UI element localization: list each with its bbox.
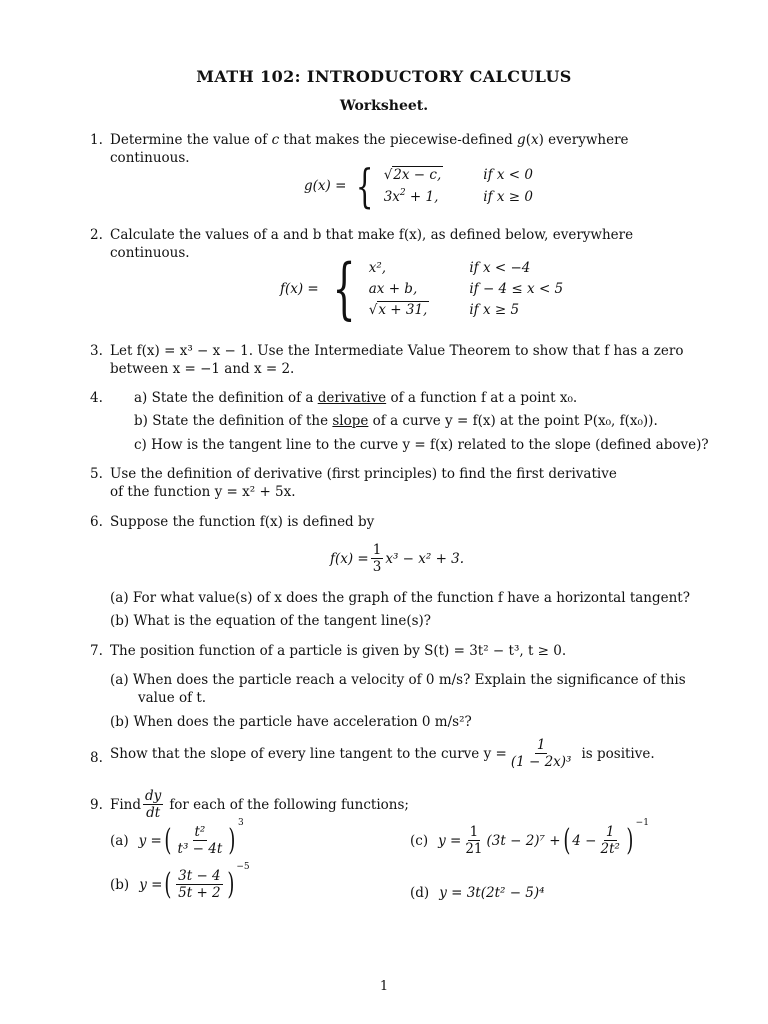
problem-9a: (a) y = ( $\frac{\text{t²}}{\text{t³ − 4t}}$ ) $^3$ (110, 818, 244, 858)
problem-text-line2: between x = −1 and x = 2. (110, 361, 295, 378)
problem-5 (90, 465, 700, 505)
worksheet-subtitle: Worksheet. (339, 98, 429, 114)
problem-number: 5. (90, 466, 103, 482)
problem-text-line1: Use the definition of derivative (first principles) to find the first derivative (110, 466, 617, 482)
problem-number: 3. (90, 343, 103, 359)
page-number: 1 (379, 979, 389, 994)
subpart-a: (a) For what value(s) of x does the graph of the function f have a horizontal tangent? (110, 590, 690, 606)
piecewise-f: f(x) = { x², if x < −4 ax + b, if − 4 ≤ x < 5 √x + 31, if x ≥ 5 (280, 250, 564, 327)
problem-text: Determine the value of c that makes the piecewise-defined g(x) everywhere continuous. (110, 132, 629, 167)
problem-text-line1: Let f(x) = x³ − x − 1. Use the Intermediate Value Theorem to show that f has a zero (110, 343, 684, 359)
piecewise-g: g(x) = { √2x − c, if x < 0 $3x^2 + 1$, if x ≥ 0 (304, 159, 533, 213)
problem-6 (90, 513, 700, 533)
equation-f: f(x) = $\frac{1}{3}$ x³ − x² + 3. (330, 542, 465, 576)
subpart-a: (a) When does the particle reach a velocity of 0 m/s? Explain the significance of this value of t. (110, 672, 686, 707)
problem-number: 2. (90, 227, 103, 243)
problem-9: 9. Find $\frac{dy}{dt}$ for each of the following functions; (90, 788, 409, 822)
brace: { (332, 250, 356, 327)
problem-text-line2: of the function y = x² + 5x. (110, 484, 296, 501)
subpart-c: c) How is the tangent line to the curve y = f(x) related to the slope (defined above)? (134, 437, 709, 453)
problem-7 (90, 642, 700, 662)
worksheet-title: MATH 102: INTRODUCTORY CALCULUS (196, 67, 572, 86)
problem-number: 9. (90, 797, 103, 813)
subpart-b: b) State the definition of the slope of a curve y = f(x) at the point P(x₀, f(x₀)). (134, 413, 658, 429)
problem-text: The position function of a particle is given by S(t) = 3t² − t³, t ≥ 0. (110, 643, 567, 659)
subpart-a: a) State the definition of a derivative of a function f at a point x₀. (134, 390, 578, 406)
problem-number: 8. (90, 750, 103, 766)
problem-number: 6. (90, 514, 103, 530)
problem-text: Calculate the values of a and b that make f(x), as defined below, everywhere continuous. (110, 227, 634, 262)
problem-number: 4. (90, 390, 103, 406)
problem-4 (90, 389, 709, 459)
problem-9d: (d) y = 3t(2t² − 5)⁴ (410, 885, 545, 901)
problem-9c: (c) y = $\frac{1}{21}$ (3t − 2)⁷ + ( 4 − $\frac{1}{\text{2t²}}$ ) $^{-1}$ (410, 818, 649, 858)
problem-9b: (b) y = ( $\frac{3t - 4}{5t + 2}$ ) $^{-5}$ (110, 862, 250, 902)
brace: { (356, 159, 374, 213)
problem-number: 1. (90, 132, 103, 148)
subpart-b: (b) When does the particle have acceleration 0 m/s²? (110, 714, 472, 730)
problem-text: Suppose the function f(x) is defined by (110, 514, 375, 530)
problem-3 (90, 342, 700, 382)
subpart-b: (b) What is the equation of the tangent line(s)? (110, 613, 432, 629)
problem-2 (90, 226, 700, 262)
problem-6-parts (90, 589, 700, 634)
problem-number: 7. (90, 643, 103, 659)
problem-7-parts (90, 671, 700, 741)
problem-8: 8. Show that the slope of every line tangent to the curve y = $\frac{1}{\text{(1 − 2x)³}}$ is positive. (90, 737, 655, 771)
